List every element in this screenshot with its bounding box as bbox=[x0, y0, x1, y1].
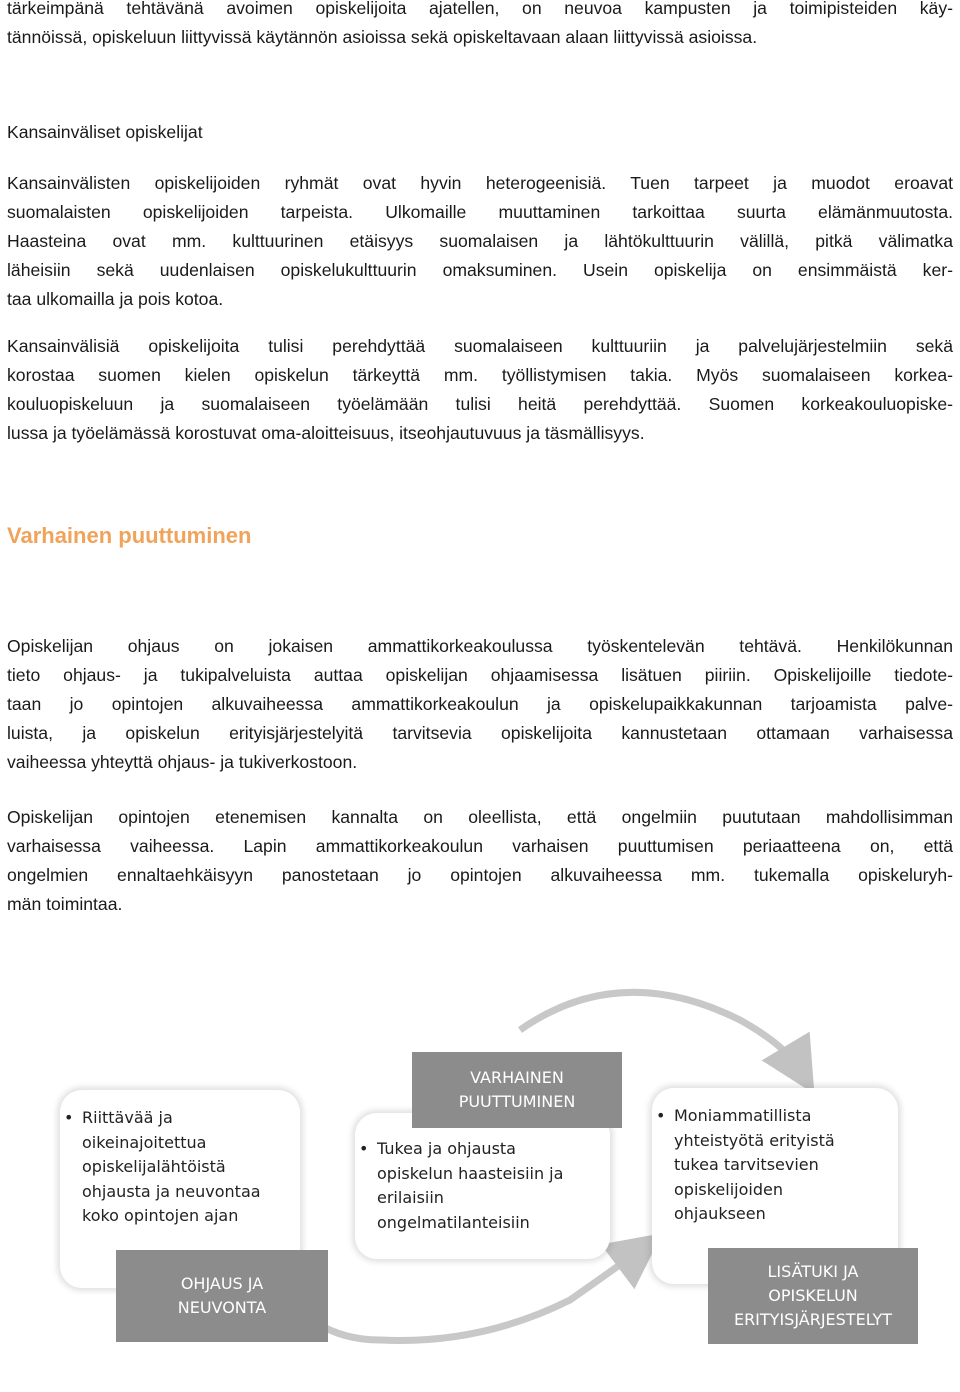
bullet-line: opiskelun haasteisiin ja bbox=[377, 1163, 564, 1183]
text-line: suomalaisten opiskelijoiden tarpeista. Ulkomaille muuttaminen tarkoittaa suurta elämänmuutosta. bbox=[7, 202, 953, 222]
text-line: korostaa suomen kielen opiskelun tärkeyttä mm. työllistymisen takia. Myös suomalaiseen korkea- bbox=[7, 365, 953, 385]
additional-support-label: LISÄTUKI JA OPISKELUN ERITYISJÄRJESTELYT bbox=[708, 1248, 918, 1344]
text-line: tärkeimpänä tehtävänä avoimen opiskelijoita ajatellen, on neuvoa kampusten ja toimipisteiden käy- bbox=[7, 0, 953, 18]
text-line: tieto ohjaus- ja tukipalveluista auttaa opiskelijan ohjaamisessa lisätuen piiriin. Opiskelijoille tiedote- bbox=[7, 665, 953, 685]
text-line: varhaisessa vaiheessa. Lapin ammattikorkeakoulun varhaisen puuttumisen periaatteena on, että bbox=[7, 836, 953, 856]
text-line: taan jo opintojen alkuvaiheessa ammattikorkeakoulun ja opiskelupaikkakunnan tarjoamista palve- bbox=[7, 694, 953, 714]
guidance-label: OHJAUS JA NEUVONTA bbox=[116, 1250, 328, 1342]
additional-support-list bbox=[652, 1104, 898, 1227]
list-item bbox=[377, 1137, 610, 1235]
bullet-line: yhteistyötä erityistä bbox=[674, 1130, 835, 1150]
intro-paragraph bbox=[7, 0, 953, 52]
text-line: luista, ja opiskelun erityisjärjestelyitä tarvitsevia opiskelijoita kannustetaan ottamaan varhaisessa bbox=[7, 723, 953, 743]
early-intervention-panel bbox=[355, 1113, 610, 1259]
support-process-diagram bbox=[0, 980, 960, 1392]
text-line: kouluopiskeluun ja suomalaiseen työelämään tulisi heitä perehdyttää. Suomen korkeakouluopiske- bbox=[7, 394, 953, 414]
text-line: tännöissä, opiskeluun liittyvissä käytännön asioissa sekä opiskeltavaan alaan liittyvissä asioissa. bbox=[7, 27, 758, 47]
bullet-line: tukea tarvitsevien bbox=[674, 1155, 819, 1174]
early-intervention-label: VARHAINEN PUUTTUMINEN bbox=[412, 1052, 622, 1128]
list-item bbox=[82, 1106, 300, 1229]
early-intervention-list bbox=[355, 1137, 610, 1235]
bullet-line: ohjausta ja neuvontaa bbox=[82, 1181, 261, 1201]
text-line: män toimintaa. bbox=[7, 894, 123, 914]
early-intervention-paragraph-1 bbox=[7, 632, 953, 777]
text-line: Kansainvälisiä opiskelijoita tulisi perehdyttää suomalaiseen kulttuuriin ja palvelujärjestelmiin sekä bbox=[7, 336, 953, 356]
early-intervention-paragraph-2 bbox=[7, 803, 953, 919]
text-line: ongelmien ennaltaehkäisyyn panostetaan jo opintojen alkuvaiheessa mm. tukemalla opiskeluryh- bbox=[7, 865, 953, 885]
bullet-line: • Tukea ja ohjausta bbox=[377, 1139, 516, 1158]
bullet-line: ongelmatilanteisiin bbox=[377, 1212, 530, 1232]
text-line: Kansainvälisten opiskelijoiden ryhmät ovat hyvin heterogeenisiä. Tuen tarpeet ja muodot eroavat bbox=[7, 173, 953, 193]
bullet-line: opiskelijoiden bbox=[674, 1179, 783, 1199]
text-line: läheisiin sekä uudenlaisen opiskelukulttuurin omaksuminen. Usein opiskelija on ensimmäistä ker- bbox=[7, 260, 953, 280]
bullet-line: • Riittävää ja bbox=[82, 1108, 173, 1127]
early-intervention-heading: Varhainen puuttuminen bbox=[7, 523, 252, 548]
list-item bbox=[674, 1104, 898, 1227]
text-line: lussa ja työelämässä korostuvat oma-aloitteisuus, itseohjautuvuus ja täsmällisyys. bbox=[7, 423, 645, 443]
bullet-line: erilaisiin bbox=[377, 1188, 444, 1207]
bullet-line: • Moniammatillista bbox=[674, 1106, 812, 1125]
bullet-line: koko opintojen ajan bbox=[82, 1206, 239, 1225]
text-line: vaiheessa yhteyttä ohjaus- ja tukiverkostoon. bbox=[7, 752, 358, 772]
text-line: Haasteina ovat mm. kulttuurinen etäisyys suomalaisen ja lähtökulttuurin välillä, pitkä välimatka bbox=[7, 231, 953, 251]
text-line: Opiskelijan ohjaus on jokaisen ammattikorkeakoulussa työskentelevän tehtävä. Henkilökunnan bbox=[7, 636, 953, 656]
guidance-list bbox=[60, 1106, 300, 1229]
text-line: Opiskelijan opintojen etenemisen kannalta on oleellista, että ongelmiin puututaan mahdollisimman bbox=[7, 807, 953, 827]
bullet-line: opiskelijalähtöistä bbox=[82, 1157, 226, 1176]
bullet-line: ohjaukseen bbox=[674, 1204, 766, 1223]
bullet-line: oikeinajoitettua bbox=[82, 1132, 207, 1152]
international-students-heading: Kansainväliset opiskelijat bbox=[7, 122, 203, 142]
international-paragraph-2 bbox=[7, 332, 953, 448]
text-line: taa ulkomailla ja pois kotoa. bbox=[7, 289, 224, 309]
international-paragraph-1 bbox=[7, 169, 953, 314]
